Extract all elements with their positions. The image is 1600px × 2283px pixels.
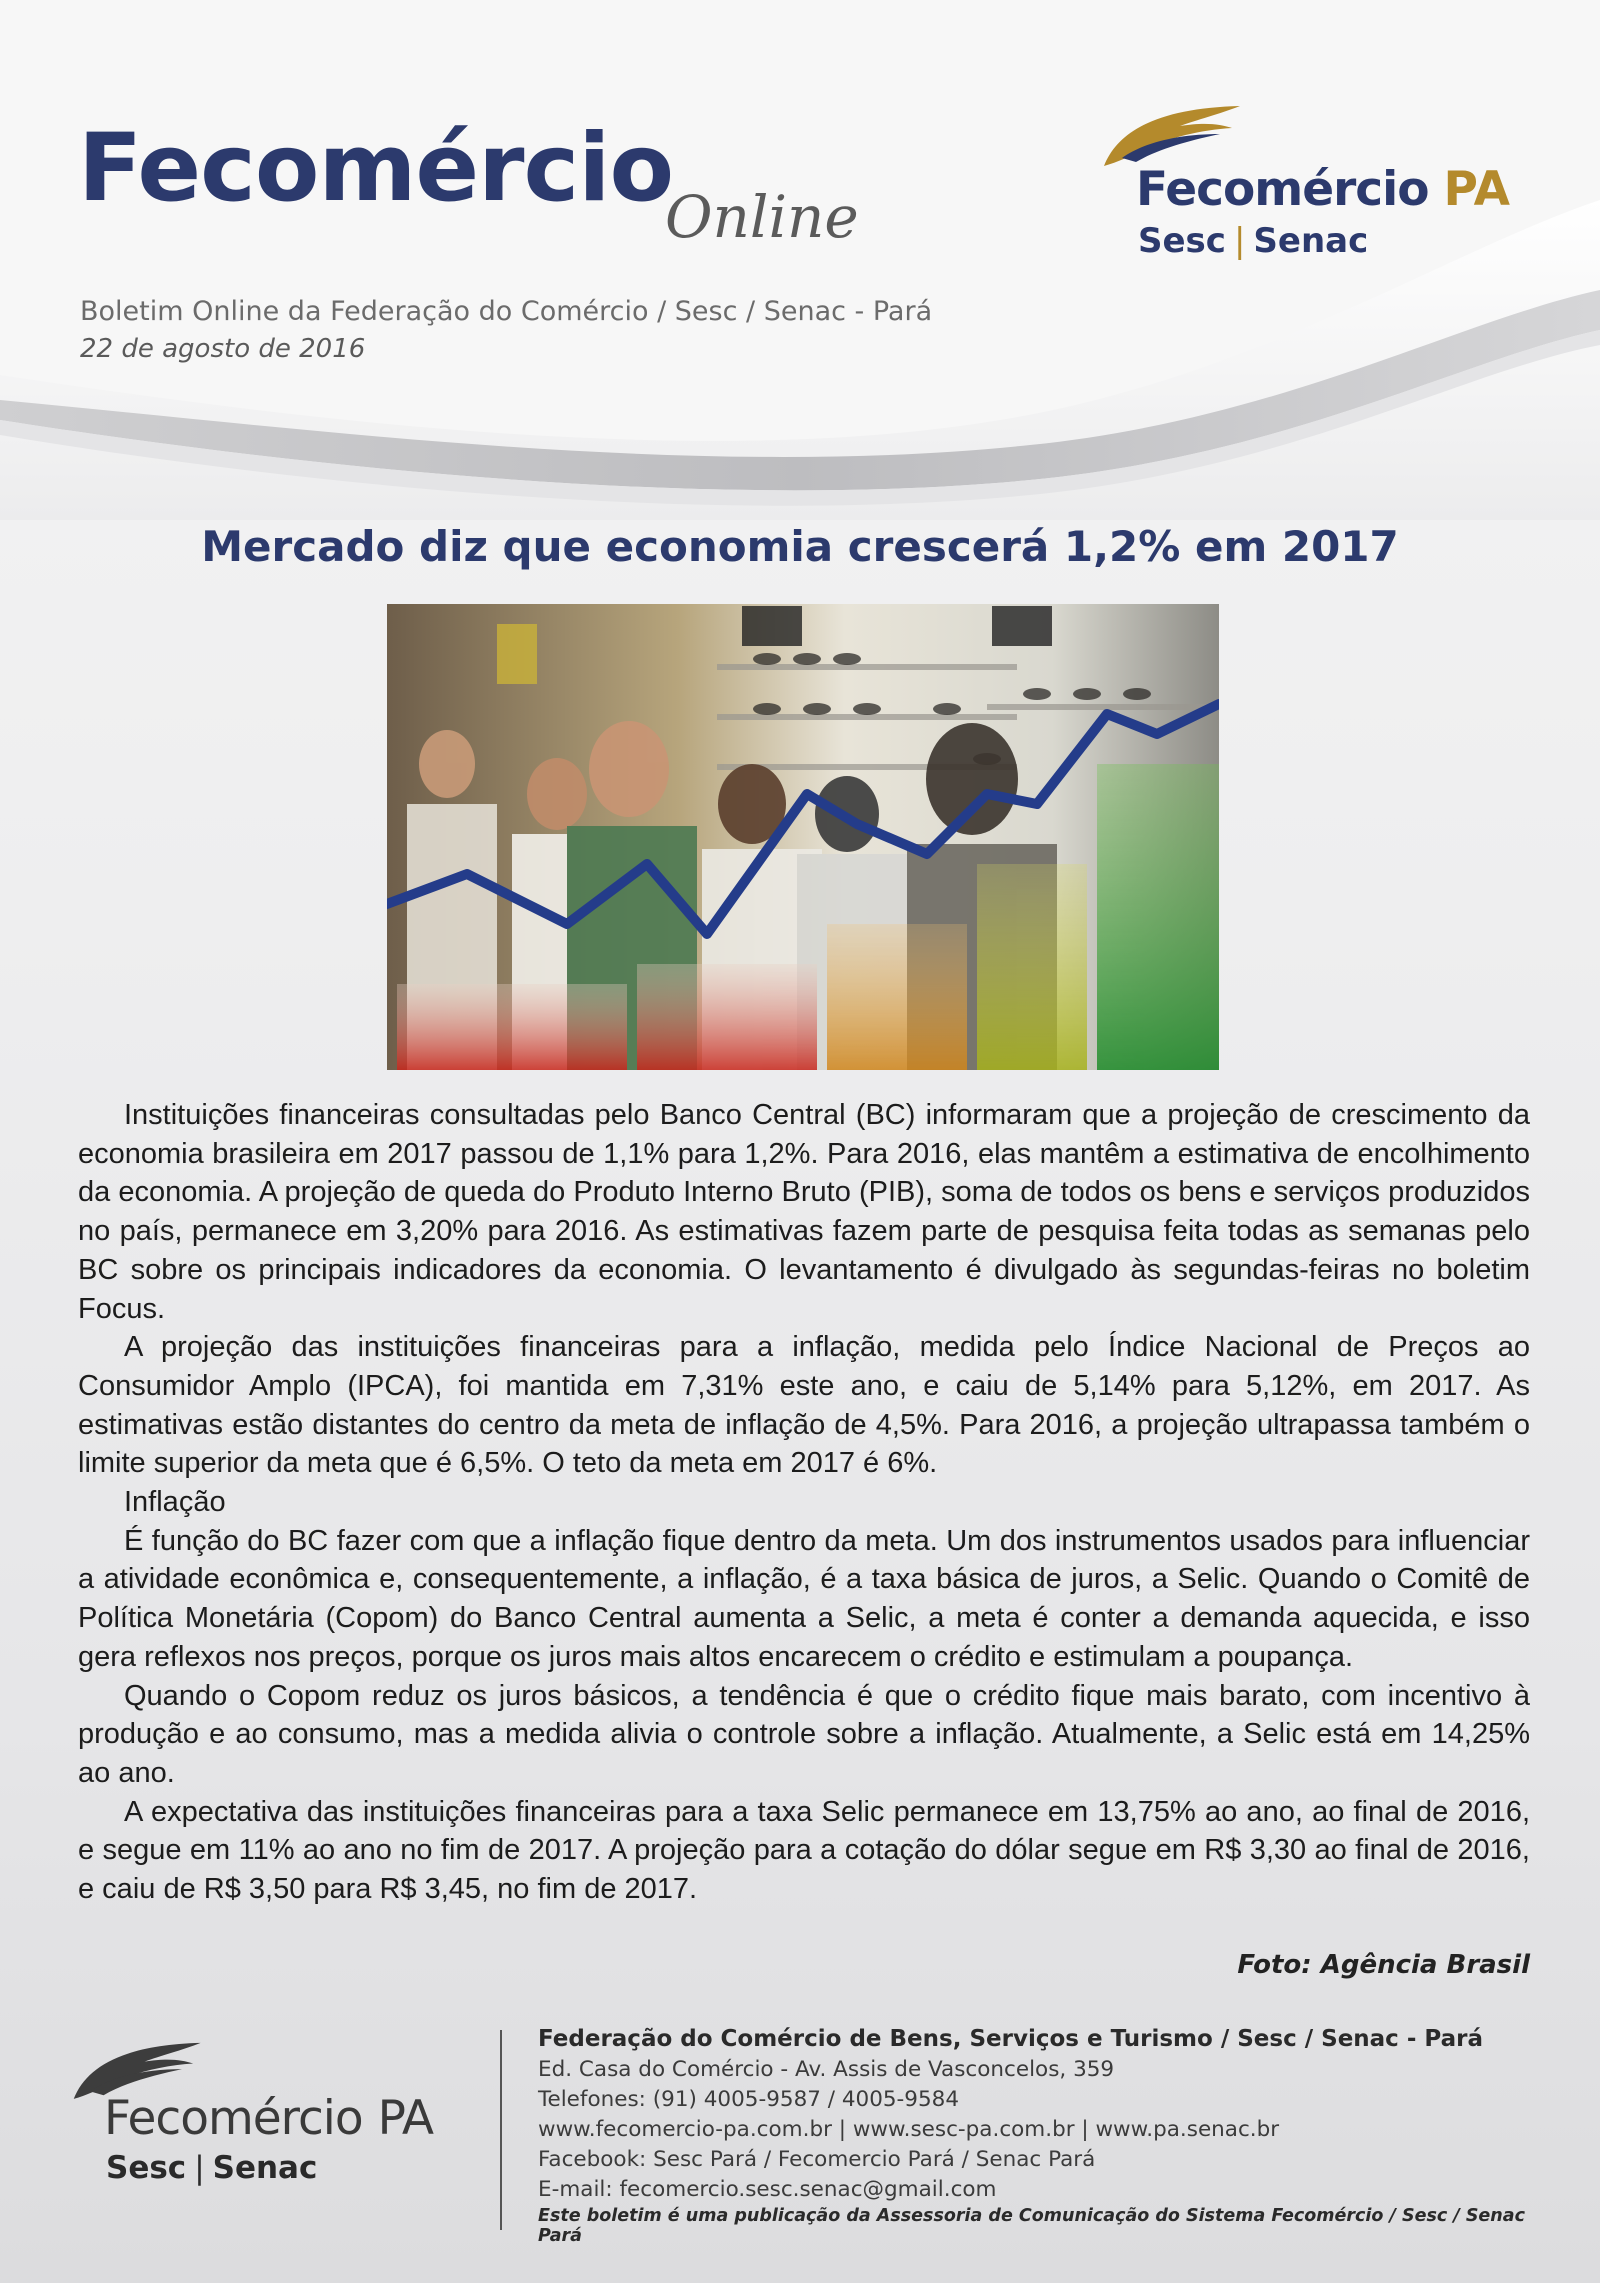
logo-name-main: Fecomércio bbox=[1136, 162, 1429, 217]
feather-wing-icon bbox=[1100, 100, 1250, 170]
footer-logo bbox=[70, 2035, 490, 2195]
logo-sesc: Sesc bbox=[1138, 221, 1226, 261]
footer-websites: www.fecomercio-pa.com.br | www.sesc-pa.com.br | www.pa.senac.br bbox=[538, 2117, 1280, 2142]
article-subhead: Inflação bbox=[124, 1486, 226, 1519]
footer-logo-senac: Senac bbox=[212, 2150, 318, 2186]
footer-facebook: Facebook: Sesc Pará / Fecomercio Pará / Senac Pará bbox=[538, 2147, 1096, 2172]
article-paragraph-3: É função do BC fazer com que a inflação fique dentro da meta. Um dos instrumentos usados para influenciar a atividade econômica e, consequentemente, a inflação, é a taxa básica de juros, a Selic. Quando o Comitê de Política Monetária (Copom) do Banco Central aumenta a Selic, a meta é conter a demanda aquecida, e isso gera reflexos nos preços, porque os juros mais altos encarecem o crédito e estimulam a poupança. bbox=[78, 1524, 1530, 1673]
photo-credit: Foto: Agência Brasil bbox=[1237, 1950, 1530, 1980]
article-photo bbox=[387, 604, 1219, 1070]
footer-logo-name-main: Fecomércio bbox=[104, 2091, 363, 2146]
article-paragraph-5: A expectativa das instituições financeiras para a taxa Selic permanece em 13,75% ao ano, ao final de 2016, e segue em 11% ao ano no fim de 2017. A projeção para a cotação do dólar segue em R$ 3,30 ao final de 2016, e caiu de R$ 3,50 para R$ 3,45, no fim de 2017. bbox=[78, 1795, 1530, 1906]
footer-phones: Telefones: (91) 4005-9587 / 4005-9584 bbox=[538, 2087, 960, 2112]
footer-logo-separator: | bbox=[194, 2150, 205, 2186]
logo-name bbox=[1136, 162, 1510, 217]
shoppers-with-growth-chart-image bbox=[387, 604, 1219, 1070]
logo-subbrands bbox=[1138, 221, 1369, 261]
footer-logo-name-suffix: PA bbox=[377, 2091, 434, 2146]
footer-address: Ed. Casa do Comércio - Av. Assis de Vasconcelos, 359 bbox=[538, 2057, 1115, 2082]
footer-organization: Federação do Comércio de Bens, Serviços e Turismo / Sesc / Senac - Pará bbox=[538, 2026, 1483, 2052]
fecomercio-pa-logo bbox=[1100, 100, 1520, 270]
footer-divider bbox=[500, 2030, 502, 2230]
footer-logo-sesc: Sesc bbox=[106, 2150, 187, 2186]
logo-name-suffix: PA bbox=[1443, 162, 1510, 217]
masthead-online-script: Online bbox=[665, 183, 859, 251]
article-paragraph-4: Quando o Copom reduz os juros básicos, a tendência é que o crédito fique mais barato, com incentivo à produção e ao consumo, mas a medida alivia o controle sobre a inflação. Atualmente, a Selic está em 14,25% ao ano. bbox=[78, 1679, 1530, 1789]
article-paragraph-1: Instituições financeiras consultadas pelo Banco Central (BC) informaram que a projeção de crescimento da economia brasileira em 2017 passou de 1,1% para 1,2%. Para 2016, elas mantêm a estimativa de encolhimento da economia. A projeção de queda do Produto Interno Bruto (PIB), soma de todos os bens e serviços produzidos no país, permanece em 3,20% para 2016. As estimativas fazem parte de pesquisa feita todas as semanas pelo BC sobre os principais indicadores da economia. O levantamento é divulgado às segundas-feiras no boletim Focus. bbox=[78, 1099, 1530, 1325]
article-headline: Mercado diz que economia crescerá 1,2% em 2017 bbox=[201, 522, 1399, 571]
footer-email: E-mail: fecomercio.sesc.senac@gmail.com bbox=[538, 2177, 997, 2202]
bulletin-date: 22 de agosto de 2016 bbox=[80, 334, 366, 364]
article-body bbox=[78, 1096, 1530, 1909]
footer-logo-name bbox=[104, 2091, 434, 2146]
article-paragraph-2: A projeção das instituições financeiras para a inflação, medida pelo Índice Nacional de Preços ao Consumidor Amplo (IPCA), foi mantida em 7,31% este ano, e caiu de 5,14% para 5,12%, em 2017. As estimativas estão distantes do centro da meta de inflação de 4,5%. Para 2016, a projeção ultrapassa também o limite superior da meta que é 6,5%. O teto da meta em 2017 é 6%. bbox=[78, 1331, 1530, 1480]
masthead-title: Fecomércio bbox=[78, 114, 674, 223]
footer-logo-subbrands bbox=[106, 2150, 318, 2186]
logo-senac: Senac bbox=[1253, 221, 1369, 261]
masthead-subtitle: Boletim Online da Federação do Comércio / Sesc / Senac - Pará bbox=[80, 296, 933, 327]
logo-separator: | bbox=[1233, 221, 1246, 261]
footer-publication-note: Este boletim é uma publicação da Assessoria de Comunicação do Sistema Fecomércio / Sesc / Senac Pará bbox=[538, 2206, 1525, 2246]
footer-contact-info bbox=[538, 2026, 1538, 2246]
